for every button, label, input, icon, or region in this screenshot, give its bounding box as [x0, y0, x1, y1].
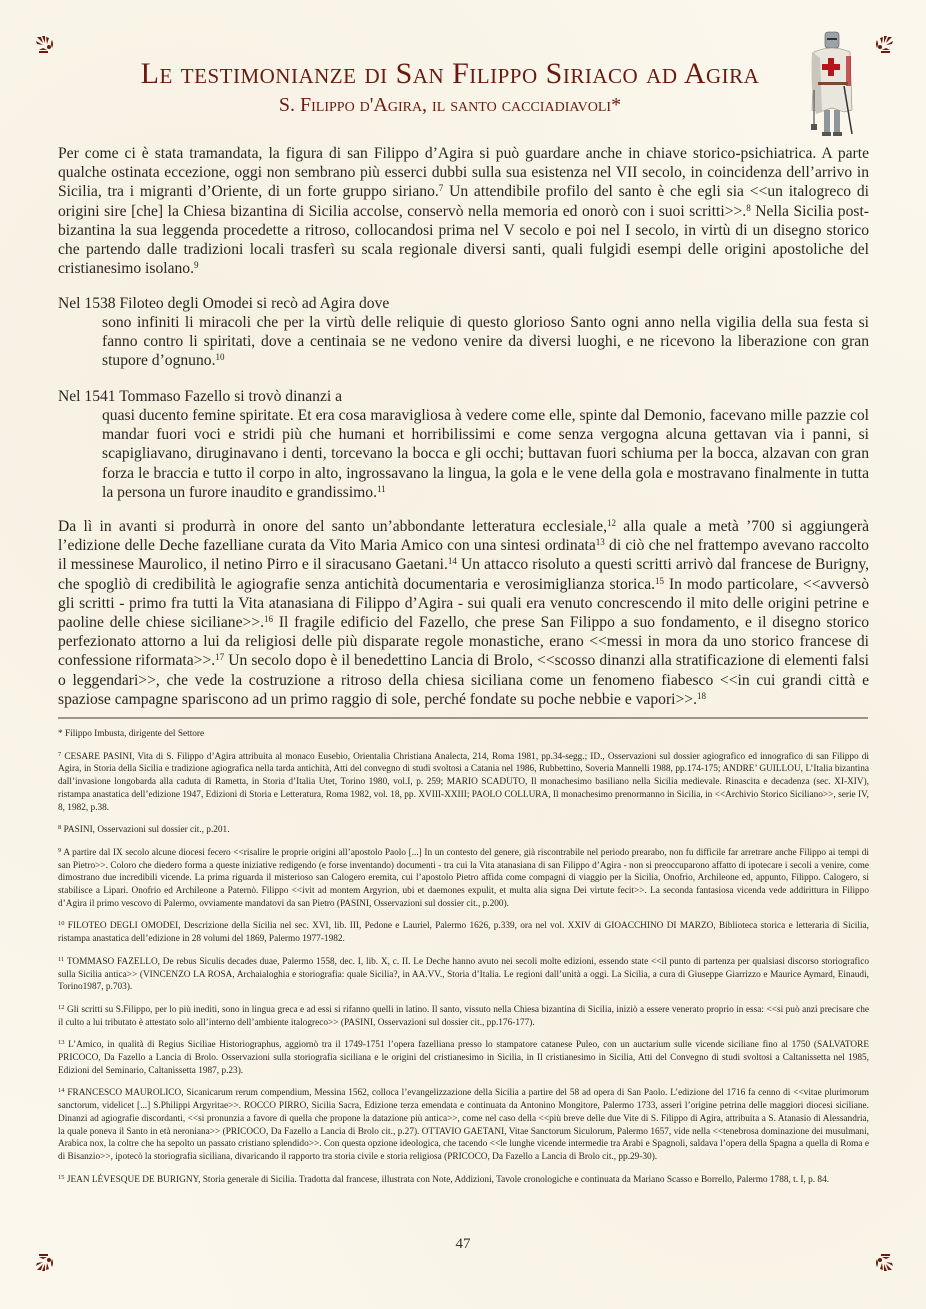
footnotes-section: [58, 728, 869, 1196]
block-quote-fazello: [102, 406, 869, 502]
footnote-text: JEAN LÉVESQUE DE BURIGNY, Storia generale di Sicilia. Tradotta dal francese, illustrata con Note, Addizioni, Tavole cronologiche e continuata da Mariano Scasso e Borrello, Palermo 1788, t. I, p. 84.: [64, 1174, 830, 1185]
paragraph-text: di ciò che nel frattempo avevano raccolto il messinese Maurolico, il netino Pirro e il siracusano Gaetani.: [58, 537, 869, 574]
footnote-mark: 11: [58, 955, 65, 963]
footnote-mark: 10: [58, 920, 65, 928]
page-subtitle: S. Filippo d'Agira, il santo cacciadiavoli*: [278, 94, 622, 116]
quote-lead-omodei: Nel 1538 Filoteo degli Omodei si recò ad Agira dove: [58, 295, 390, 312]
footnote-9: [58, 847, 869, 911]
block-quote-omodei: [102, 313, 869, 371]
footnote-text: TOMMASO FAZELLO, De rebus Siculis decades duae, Palermo 1558, dec. I, lib. X, c. II. Le Deche hanno avuto nei secoli molte edizioni, essendo state <<il punto di partenza per qualsiasi discorso storiografico sulla Sicilia antica>> (VINCENZO LA ROSA, Archaialoghia e storiografia: quale Sicilia?, in AA.VV., Storia d’Italia. Le regioni dall’unità a oggi. La Sicilia, a cura di Giuseppe Giarrizzo e Maurice Aymard, Einaudi, Torino1987, p.703).: [58, 956, 869, 993]
footnote-ref-15[interactable]: 15: [655, 575, 665, 586]
footnote-mark: 7: [58, 750, 62, 758]
footnote-text: FILOTEO DEGLI OMODEI, Descrizione della Sicilia nel sec. XVI, lib. III, Pedone e Lauriel, Palermo 1626, p.339, ora nel vol. XXIV di GIOACCHINO DI MARZO, Biblioteca storica e letteraria di Sicilia, ristampa anastatica dell’edizione in 28 volumi del 1869, Palermo 1977-1982.: [58, 921, 869, 945]
fleuron-ornament-top-left-icon: [35, 35, 57, 55]
footnote-ref-7[interactable]: 7: [438, 183, 444, 194]
paragraph-text: In modo particolare, <<avversò gli scritti - primo fra tutti la Vita atanasiana di Filippo d’Agira - sui quali era venuto concrescendo il mito delle origini petrine e paoline delle chiese siciliane>>.: [58, 575, 870, 632]
footnote-ref-16[interactable]: 16: [264, 614, 274, 625]
footnote-13: [58, 1039, 869, 1077]
footnote-ref-11[interactable]: 11: [377, 483, 386, 494]
footnote-ref-18[interactable]: 18: [696, 690, 706, 701]
footnote-10: [58, 920, 869, 945]
paragraph-text: Per come ci è stata tramandata, la figura di san Filippo d’Agira si può guardare anche in chiave storico-psichiatrica. A parte qualche ostinata eccezione, oggi non sembrano più esserci dubbi sulla sua esistenza nel VII secolo, in coincidenza dell’arrivo in Sicilia, tra i migranti d’Oriente, di un forte gruppo siriano.: [58, 145, 869, 201]
footnote-text: PASINI, Osservazioni sul dossier cit., p.201.: [61, 825, 230, 836]
footnote-ref-13[interactable]: 13: [595, 537, 605, 548]
footnote-mark: 13: [58, 1039, 65, 1047]
paragraph-text: Da lì in avanti si produrrà in onore del santo un’abbondante letteratura ecclesiale,: [58, 518, 607, 535]
footnote-14: [58, 1087, 869, 1163]
footnote-divider: [58, 717, 868, 719]
footnote-ref-12[interactable]: 12: [606, 518, 616, 528]
footnote-ref-14[interactable]: 14: [447, 556, 457, 567]
paragraph-text: Il fragile edificio del Fazello, che prese San Filippo a suo fondamento, e il disegno storico perfezionato attorno a lui da religiosi delle più disparate regole monastiche, erano <<messi in mora da uno storico francese di confessione riformata>>.: [58, 614, 869, 670]
footnote-text: Filippo Imbusta, dirigente del Settore: [62, 729, 205, 739]
footnote-mark: 12: [58, 1003, 65, 1011]
footnote-text: FRANCESCO MAUROLICO, Sicanicarum rerum compendium, Messina 1562, colloca l’evangelizzazione della Sicilia a partire del 58 ad opera di San Paolo. L’edizione del 1716 fa cenno di <<vitae plurimorum sanctorum, videlicet [...] S.Philippi Argyritae>>. ROCCO PIRRO, Sicilia Sacra, Edizione terza emendata e continuata da Antonino Mongitore, Palermo 1733, asserì l’origine petrina delle maggiori diocesi siciliane. Dinanzi ad agiografie discordanti, <<si pronunzia a favore di quella che propone la datazione più antica>>, come nel caso della <<più breve delle due Vite di S. Filippo di Agira, attribuita a S. Atanasio di Alessandria, la quale poneva il Santo in età neroniana>> (PRICOCO, Da Fazello a Lancia di Brolo cit., p.27). OTTAVIO GAETANI, Vitae Sanctorum Siculorum, Palermo 1657, vide nella <<tenebrosa dominazione dei musulmani, Arabica nox, la coltre che ha sepolto un passato cristiano splendido>>. Con questa opzione ideologica, che tacendo <<le lunghe vicende intermedie tra Arabi e Spagnoli, saldava l’opera della Spagna a quella di Roma e di Bisanzio>>, ipotecò la storiografia siciliana, divaricando il rapporto tra storia civile e storia religiosa (PRICOCO, Da Fazello a Lancia di Brolo cit., pp.29-30).: [58, 1088, 869, 1162]
footnote-text: Gli scritti su S.Filippo, per lo più inediti, sono in lingua greca e ad essi si rifanno quelli in latino. Il santo, vissuto nella Chiesa bizantina di Sicilia, iniziò a essere venerato proprio in essa: <<si può anzi precisare che il culto a lui tributato è attestato solo all’interno dell’ambiente italogreco>> (PASINI, Osservazioni sul dossier cit., pp.176-177).: [58, 1004, 869, 1028]
footnote-15: [58, 1174, 869, 1187]
paragraph-text: alla quale a metà ’700 si aggiungerà l’edizione delle Deche fazelliane curata da Vito Maria Amico con una sintesi ordinata: [58, 518, 869, 555]
footnote-text: A partire dal IX secolo alcune diocesi fecero <<risalire le proprie origini all’apostolo Paolo [...] In un contesto del genere, già riscontrabile nel periodo prearabo, non fu difficile far arretrare anche Filippo ai tempi di san Pietro>>. Coloro che diedero forma a queste iniziative redigendo (e forse inventando) documenti - tra cui la Vita atanasiana di san Filippo d’Agira - non si preoccuparono affatto di ipotecare i secoli a venire, come dimostrano due incredibili vicende. La prima riguarda il misterioso san Calogero eremita, cui l’apostolo Pietro affida come compagni di viaggio per la Sicilia, Onofrio, Archileone ed, appunto, Filippo. Calogero, si stabilisce a Lipari. Onofrio ed Archileone a Paternò. Filippo <<ivit ad montem Argyrion, ubi et daemones expulit, et multa alia signa Dei virtute fecit>>. La seconda fantasiosa vicenda vede addirittura in Filippo d’Agira il primo vescovo di Palermo, ovviamente mandatovi da san Pietro (PASINI, Osservazioni sul dossier cit., p.200).: [58, 847, 869, 909]
quote-lead-fazello: Nel 1541 Tommaso Fazello si trovò dinanzi a: [58, 388, 343, 405]
footnote-12: [58, 1004, 869, 1029]
fleuron-ornament-top-right-icon: [872, 35, 894, 55]
footnote-ref-8[interactable]: 8: [746, 202, 751, 213]
footnote-text: CESARE PASINI, Vita di S. Filippo d’Agira attribuita al monaco Eusebio, Orientalia Christiana Analecta, 214, Roma 1981, pp.34-segg.; ID., Osservazioni sul dossier agiografico ed innografico di san Filippo di Agira, in Storia della Sicilia e tradizione agiografica nella tarda antichità, Atti del convegno di studi svoltosi a Catania nel 1986, Rubbettino, Soveria Mannelli 1988, pp.174-175; ANDRE’ GUILLOU, L’Italia bizantina dall’invasione longobarda alla caduta di Rametta, in Storia d’Italia Utet, Torino 1980, vol.I, p. 259; MARIO SCADUTO, Il monachesimo basiliano nella Sicilia medievale. Rinascita e decadenza (sec. XI-XIV), ristampa anastatica dell’edizione 1947, Edizioni di Storia e Letteratura, Roma 1982, vol. 18, pp. XVIII-XXIII; PAOLO COLLURA, Il monachesimo prenormanno in Sicilia, in <<Archivio Storico Siciliano>>, serie IV, 8, 1982, p.38.: [58, 751, 869, 813]
quote-text: sono infiniti li miracoli che per la virtù delle reliquie di questo glorioso Santo ogni anno nella vigilia della sua festa si fanno contro li spiritati, dove a centinaia se ne vedono venire da diversi luoghi, e ne ricevono la liberazione con gran stupore d’ognuno.: [102, 314, 869, 370]
paragraph-text: Un attacco risoluto a questi scritti arrivò dal francese de Burigny, che spogliò di credibilità le agiografie senza antichità documentaria e verosimiglianza storica.: [58, 556, 869, 593]
footnote-ref-10[interactable]: 10: [215, 352, 225, 363]
paragraph-text: Un secolo dopo è il benedettino Lancia di Brolo, <<scosso dinanzi alla stratificazione di elementi falsi o leggendari>>, che vede la costruzione a ritroso della chiesa siciliana come un fenomeno fiabesco <<in cui grandi città e spaziose campagne spariscono ad un primo raggio di sole, perché fondate su poche nebbie e vapori>>.: [58, 652, 870, 708]
templar-knight-illustration: [806, 30, 858, 140]
footnote-ref-17[interactable]: 17: [215, 652, 225, 663]
footnote-author: [58, 728, 869, 741]
footnote-7: [58, 751, 869, 815]
paragraph-text: Nella Sicilia post-bizantina la sua leggenda procedette a ritroso, collocandosi prima nel V secolo e poi nel I secolo, in virtù di un disegno storico che partendo dalle tradizioni locali trasferì su scala regionale diversi santi, quali fulgidi esempi delle origini apostoliche del cristianesimo isolano.: [58, 202, 869, 278]
paragraph-text: Un attendibile profilo del santo è che egli sia <<un italogreco di origini sire [che] la Chiesa bizantina di Sicilia accolse, conservò nella memoria ed onorò con i suoi scritti>>.: [58, 183, 869, 220]
page-title: Le testimonianze di San Filippo Siriaco ad Agira: [140, 57, 760, 90]
footnote-mark: 9: [58, 846, 62, 854]
intro-paragraph: [58, 144, 869, 278]
footnote-mark: 14: [58, 1087, 65, 1095]
footnote-8: [58, 824, 869, 837]
footnote-mark: 8: [58, 824, 62, 832]
page-number: 47: [455, 1236, 471, 1252]
fleuron-ornament-bottom-right-icon: [872, 1252, 894, 1272]
footnote-text: L’Amico, in qualità di Regius Siciliae Historiographus, aggiornò tra il 1749-1751 l’opera fazelliana presso lo stampatore catanese Puleo, con un auctarium sulle vicende siciliane fino al 1750 (SALVATORE PRICOCO, Da Fazello a Lancia di Brolo. Osservazioni sulla storiografia siciliana e le origini del cristianesimo in Sicilia, in Il cristianesimo in Sicilia, Atti del Convegno di studi svoltosi a Caltanissetta nel 1985, Edizioni del Seminario, Caltanissetta 1987, p.23).: [58, 1040, 869, 1076]
quote-text: quasi ducento femine spiritate. Et era cosa maravigliosa à vedere come elle, spinte dal Demonio, facevano mille pazzie col mandar fuori voci e stridi più che humani et horribilissimi e come senza vergogna alcuna gettavan via i panni, si scapigliavano, diruginavano i denti, torcevano la bocca e gli occhi; buttavan fuori schiuma per la bocca, alzavan con gran forza le braccia e tutto il corpo in alto, ingrossavano la lingua, la gola e le vene della gola e mostravano finalmente in tutta la persona un furore inaudito e grandissimo.: [102, 407, 869, 501]
footnote-11: [58, 956, 869, 994]
footnote-mark: *: [58, 729, 63, 739]
footnote-mark: 15: [58, 1173, 65, 1181]
literature-paragraph: [58, 517, 869, 709]
fleuron-ornament-bottom-left-icon: [35, 1252, 57, 1272]
footnote-ref-9[interactable]: 9: [194, 260, 199, 271]
